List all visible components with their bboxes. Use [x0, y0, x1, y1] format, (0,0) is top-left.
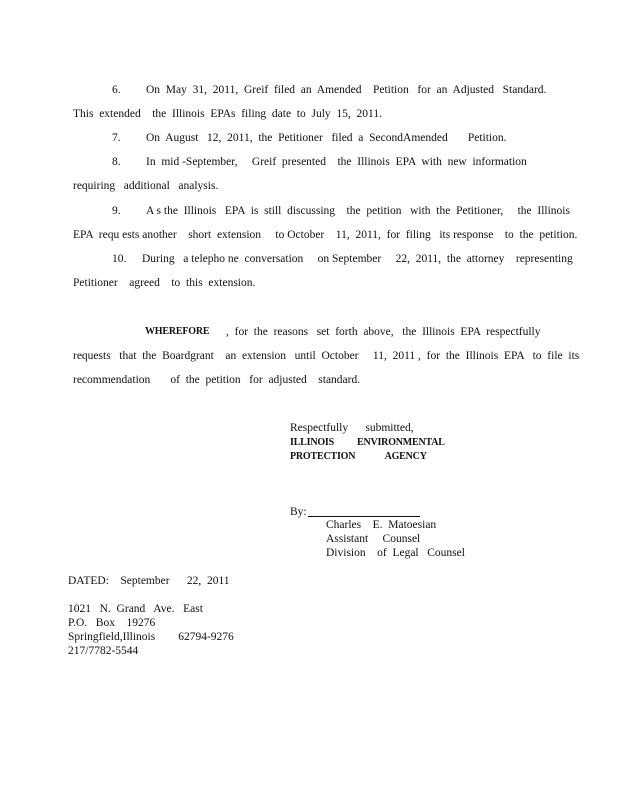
address-pobox: P.O. Box 19276 — [68, 617, 156, 629]
paragraph-6-line-2: This extended the Illinois EPAs filing date to July 15, 2011. — [73, 108, 382, 120]
by-label: By: — [290, 506, 307, 518]
paragraph-10-number: 10. — [112, 253, 127, 265]
respectfully-submitted: Respectfully submitted, — [290, 422, 414, 434]
signer-name: Charles E. Matoesian — [326, 519, 437, 531]
wherefore-line-2: requests that the Boardgrant an extension until October 11, 2011 , for the Illinois EPA to file its — [73, 350, 580, 362]
paragraph-9-line-1: A s the Illinois EPA is still discussing the petition with the Petitioner, the Illinois — [146, 205, 570, 217]
paragraph-6-number: 6. — [112, 84, 121, 96]
paragraph-8-number: 8. — [112, 156, 121, 168]
wherefore-keyword: WHEREFORE — [145, 326, 210, 337]
agency-name-line-1: ILLINOIS ENVIRONMENTAL — [290, 437, 445, 448]
paragraph-6-line-1: On May 31, 2011, Greif filed an Amended Petition for an Adjusted Standard. — [146, 84, 547, 96]
paragraph-7-number: 7. — [112, 132, 121, 144]
agency-name-line-2: PROTECTION AGENCY — [290, 451, 427, 462]
address-city: Springfield,Illinois 62794-9276 — [68, 631, 234, 643]
signature-line — [308, 516, 420, 517]
paragraph-8-line-1: In mid -September, Greif presented the Illinois EPA with new information — [146, 156, 527, 168]
paragraph-8-line-2: requiring additional analysis. — [73, 180, 219, 192]
address-phone: 217/7782-5544 — [68, 645, 139, 657]
paragraph-9-number: 9. — [112, 205, 121, 217]
signer-title: Assistant Counsel — [326, 533, 421, 545]
signer-division: Division of Legal Counsel — [326, 547, 465, 559]
paragraph-9-line-2: EPA requ ests another short extension to October 11, 2011, for filing its response to the petition. — [73, 229, 578, 241]
paragraph-10-line-1: During a telepho ne conversation on September 22, 2011, the attorney representing — [142, 253, 573, 265]
wherefore-line-1: , for the reasons set forth above, the Illinois EPA respectfully — [226, 326, 541, 338]
dated-line: DATED: September 22, 2011 — [68, 575, 230, 587]
wherefore-line-3: recommendation of the petition for adjusted standard. — [73, 374, 361, 386]
paragraph-7-line-1: On August 12, 2011, the Petitioner filed a SecondAmended Petition. — [146, 132, 507, 144]
paragraph-10-line-2: Petitioner agreed to this extension. — [73, 277, 256, 289]
address-street: 1021 N. Grand Ave. East — [68, 603, 203, 615]
